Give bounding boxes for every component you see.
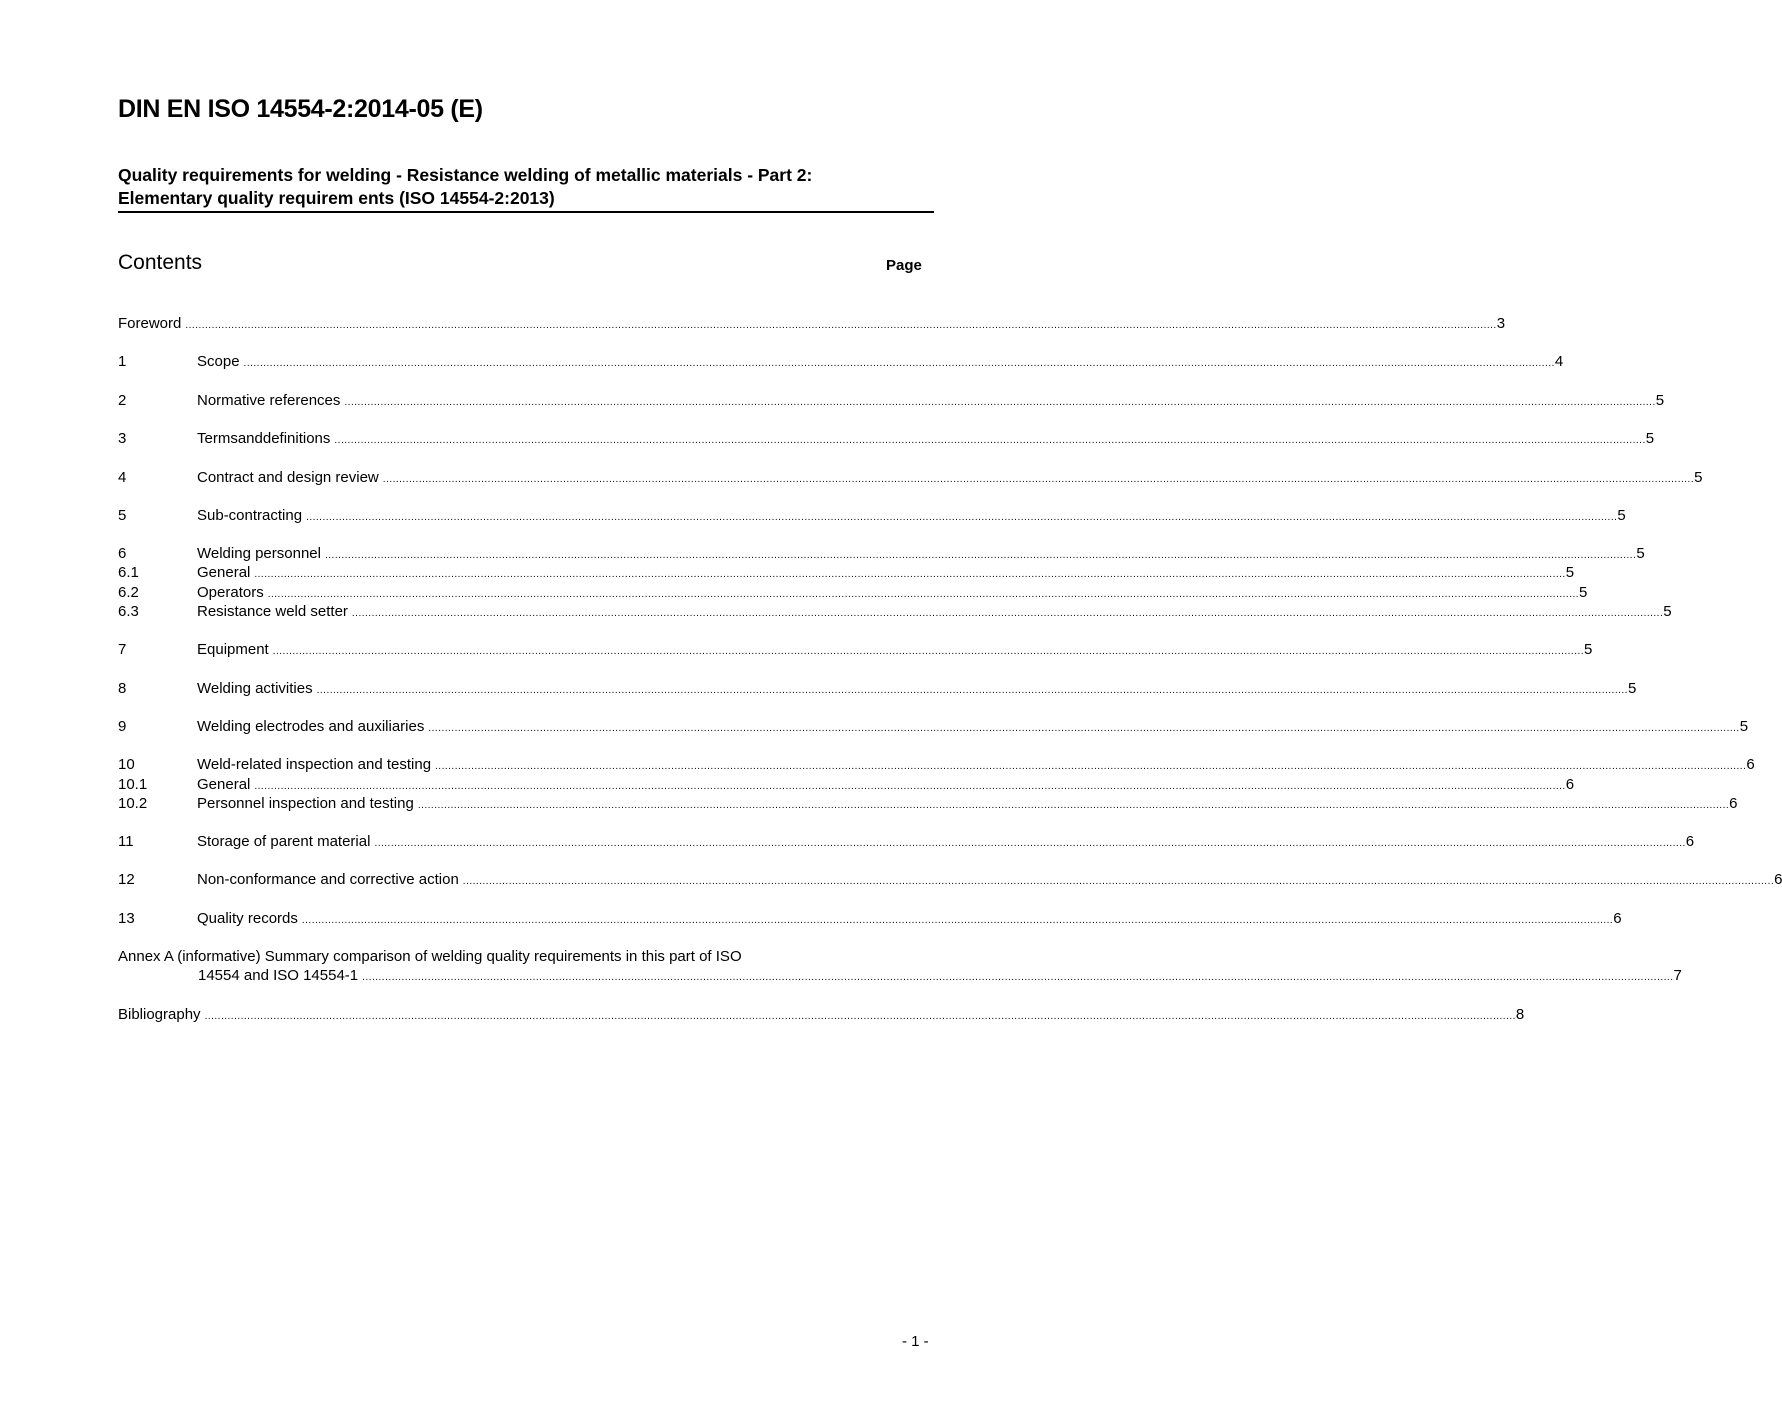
toc-leader-dots: ................................................................................................................................................................................................................................................................................................................................................................................................................ [306,511,1618,523]
toc-page-number: 5 [1663,602,1672,620]
toc-leader-dots: ................................................................................................................................................................................................................................................................................................................................................................................................................ [243,358,1555,370]
toc-leader-dots: ................................................................................................................................................................................................................................................................................................................................................................................................................ [362,972,1674,984]
toc-entry-title: Storage of parent material [197,833,371,851]
toc-page-number: 6 [1746,756,1755,774]
toc-entry-title: Resistance weld setter [197,602,348,620]
toc-leader-dots: ................................................................................................................................................................................................................................................................................................................................................................................................................ [334,435,1646,447]
toc-page-number: 5 [1739,717,1749,735]
toc-entry-10-2[interactable] [118,794,1738,813]
toc-leader-dots: ................................................................................................................................................................................................................................................................................................................................................................................................................ [462,876,1775,888]
toc-page-number: 8 [1515,1005,1525,1023]
toc-page-number: 5 [1655,391,1665,409]
toc-leader-dots: ................................................................................................................................................................................................................................................................................................................................................................................................................ [324,550,1637,562]
toc-leader-dots: ................................................................................................................................................................................................................................................................................................................................................................................................................ [435,761,1747,773]
toc-entry-number: 8 [118,679,127,697]
toc-entry-title: Normative references [197,391,341,409]
toc-entry-number: 9 [118,717,127,735]
toc-entry-11[interactable] [118,832,1695,851]
toc-entry-title: General [197,564,251,582]
toc-leader-dots: ................................................................................................................................................................................................................................................................................................................................................................................................................ [382,473,1695,485]
toc-entry-title: Weld-related inspection and testing [197,756,432,774]
toc-leader-dots: ................................................................................................................................................................................................................................................................................................................................................................................................................ [254,780,1566,792]
toc-entry-number: 3 [118,430,127,448]
document-subtitle [118,164,934,213]
toc-entry-6-3[interactable] [118,602,1672,621]
toc-entry-title: Operators [197,583,264,601]
toc-entry-title: Foreword [118,315,182,332]
toc-page-number: 5 [1636,545,1645,563]
toc-entry-number: 7 [118,641,127,659]
toc-leader-dots: ................................................................................................................................................................................................................................................................................................................................................................................................................ [417,799,1730,811]
toc-leader-dots: ................................................................................................................................................................................................................................................................................................................................................................................................................ [267,588,1580,600]
toc-entry-number: 10.1 [118,775,148,793]
toc-page-number: 7 [1673,967,1682,985]
toc-entry-6-1[interactable] [118,563,1575,582]
toc-entry-number: 6.2 [118,583,139,601]
toc-entry-2[interactable] [118,391,1665,410]
toc-page-number: 5 [1627,679,1637,697]
page-column-heading: Page [886,257,922,274]
toc-entry-title: Quality records [197,909,298,927]
toc-leader-dots: ................................................................................................................................................................................................................................................................................................................................................................................................................ [254,569,1566,581]
toc-entry-7[interactable] [118,640,1593,659]
toc-page-number: 5 [1584,641,1593,659]
toc-page-number: 5 [1645,430,1655,448]
toc-entry-title: Annex A (informative) Summary comparison of welding quality requirements in this part of ISO [118,948,742,966]
page-number-footer: - 1 - [902,1333,929,1350]
toc-entry-title: Welding electrodes and auxiliaries [197,717,425,735]
toc-entry-title-continued: 14554 and ISO 14554-1 [198,967,359,985]
toc-entry-number: 13 [118,909,135,927]
toc-leader-dots: ................................................................................................................................................................................................................................................................................................................................................................................................................ [301,914,1614,926]
contents-title: Contents [118,251,203,274]
toc-leader-dots: ................................................................................................................................................................................................................................................................................................................................................................................................................ [374,838,1686,850]
toc-entry-number: 1 [118,353,127,371]
toc-leader-dots: ................................................................................................................................................................................................................................................................................................................................................................................................................ [272,646,1585,658]
toc-entry-number: 6.1 [118,564,139,582]
toc-entry-title: Scope [197,353,240,371]
toc-entry-title: Welding activities [197,679,313,697]
toc-entry-number: 5 [118,506,127,524]
toc-leader-dots: ................................................................................................................................................................................................................................................................................................................................................................................................................ [351,607,1664,619]
toc-entry-title: General [197,775,251,793]
toc-entry-4[interactable] [118,468,1703,487]
toc-entry-number: 2 [118,391,127,409]
toc-entry-number: 4 [118,468,127,486]
toc-entry-12[interactable] [118,870,1782,889]
toc-entry-number: 10 [118,756,135,774]
toc-entry-number: 6 [118,545,127,563]
toc-entry-1[interactable] [118,352,1564,371]
toc-leader-dots: ................................................................................................................................................................................................................................................................................................................................................................................................................ [185,320,1497,331]
toc-entry-6[interactable] [118,544,1645,563]
toc-page-number: 4 [1554,353,1564,371]
toc-entry-title: Sub-contracting [197,506,303,524]
toc-page-number: 3 [1496,315,1506,332]
toc-leader-dots: ................................................................................................................................................................................................................................................................................................................................................................................................................ [204,1010,1516,1022]
toc-entry-number: 10.2 [118,794,148,812]
toc-page-number: 5 [1565,564,1575,582]
toc-leader-dots: ................................................................................................................................................................................................................................................................................................................................................................................................................ [344,396,1656,408]
toc-entry-9[interactable] [118,717,1749,736]
toc-entry-number: 12 [118,871,135,889]
table-of-contents [118,314,1782,1024]
toc-page-number: 6 [1613,909,1622,927]
toc-entry-number: 11 [118,833,134,851]
subtitle-line-2: Elementary quality requirem ents (ISO 14554-2:2013) [118,188,555,208]
toc-entry-title: Termsanddefinitions [197,430,331,448]
toc-entry-10-1[interactable] [118,775,1575,794]
toc-page-number: 5 [1617,506,1626,524]
toc-entry-title: Bibliography [118,1005,201,1023]
toc-entry-13[interactable] [118,909,1622,928]
toc-page-number: 6 [1565,775,1575,793]
toc-entry-title: Personnel inspection and testing [197,794,414,812]
toc-entry-title: Equipment [197,641,269,659]
toc-page-number: 6 [1774,871,1782,889]
toc-entry-title: Non-conformance and corrective action [197,871,459,889]
toc-entry-8[interactable] [118,679,1637,698]
toc-page-number: 6 [1729,794,1738,812]
toc-entry-annex-a[interactable] [118,947,1682,985]
toc-page-number: 5 [1694,468,1703,486]
toc-entry-foreword[interactable] [118,314,1506,333]
toc-leader-dots: ................................................................................................................................................................................................................................................................................................................................................................................................................ [428,722,1740,734]
toc-entry-title: Contract and design review [197,468,379,486]
toc-page-number: 5 [1579,583,1588,601]
toc-page-number: 6 [1685,833,1695,851]
toc-leader-dots: ................................................................................................................................................................................................................................................................................................................................................................................................................ [316,684,1628,696]
toc-entry-10[interactable] [118,755,1755,774]
subtitle-line-1: Quality requirements for welding - Resistance welding of metallic materials - Part 2: [118,165,813,185]
toc-entry-5[interactable] [118,506,1626,525]
toc-entry-title: Welding personnel [197,545,321,563]
toc-entry-bibliography[interactable] [118,1005,1525,1024]
toc-entry-6-2[interactable] [118,583,1588,602]
document-id: DIN EN ISO 14554-2:2014-05 (E) [118,95,483,123]
toc-entry-3[interactable] [118,429,1655,448]
toc-entry-number: 6.3 [118,602,139,620]
